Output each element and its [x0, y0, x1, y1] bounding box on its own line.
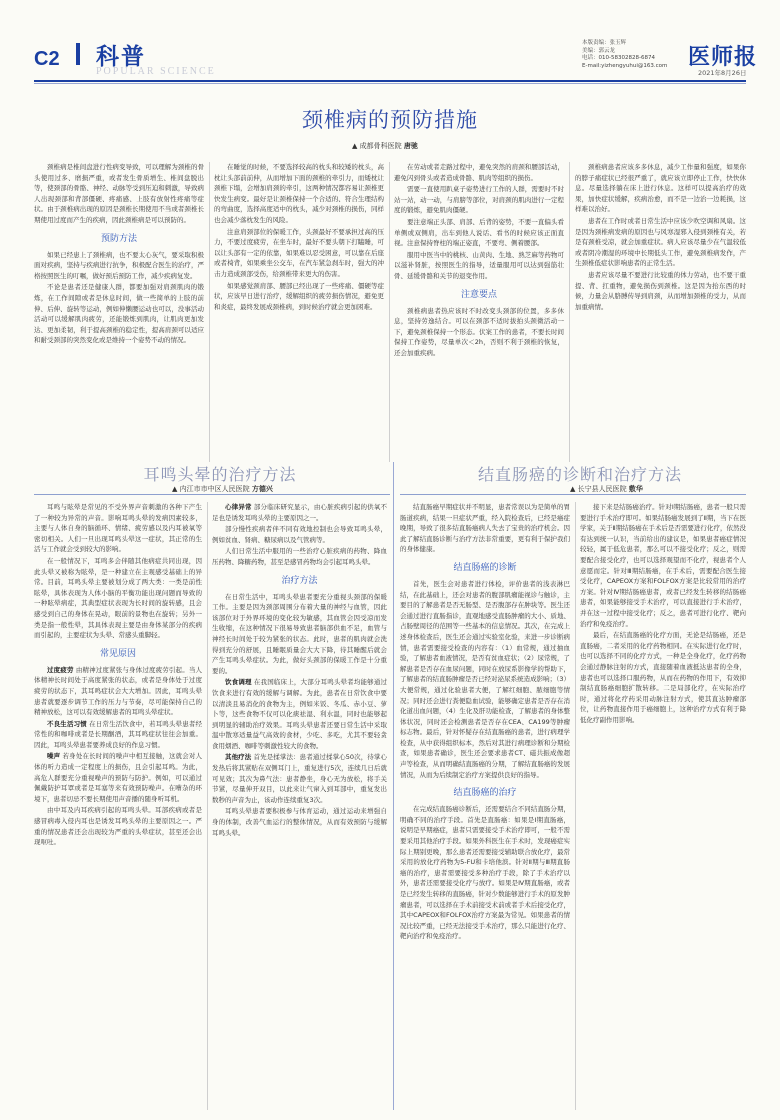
article1-col2	[214, 162, 384, 462]
paragraph-text: 部分临床研究显示，由心脏疾病引起的供氧不足也是诱发耳鸣头晕的主要原因之一。	[212, 503, 387, 522]
column-rule	[575, 502, 576, 1110]
lead-term: 不良生活习惯	[47, 719, 87, 728]
article-divider	[393, 462, 394, 1110]
header-rule	[34, 80, 746, 82]
section-title-en: POPULAR SCIENCE	[96, 66, 216, 77]
article1-col1	[34, 162, 204, 462]
staff-phone: 电话：010-58302828-6874	[582, 55, 655, 62]
staff-email: E-mail:yizhengyuhui@163.com	[582, 62, 668, 69]
column-rule	[389, 162, 390, 462]
page-header	[0, 0, 780, 77]
article3-title: 结直肠癌的诊断和治疗方法	[477, 465, 682, 484]
paragraph: 患者应该尽量不要进行比较重的体力劳动，也不要干重提、背、扛重物，避免损伤到颈椎。这是因为抬东西的时候，力量会从胳膊传导到肩颈，从而增加颈椎的受力，从而加重病情。	[575, 270, 746, 311]
paragraph: 在完成结直肠癌诊断后，还需要结合不同结直肠分期，明确不同的治疗手段。首先是直肠癌：如果是Ⅰ期直肠癌，说明是早期癌症，患者只需要接受手术治疗即可，一般不需要采用其他治疗手段。如果外科医生在手术时，发现癌症实际上期别更晚，那么患者还需要接受辅助联合放化疗，最常采用的放化疗药物为5-FU和卡培他滨。针对Ⅱ期与Ⅲ期直肠癌的治疗，患者需要接受多种治疗手段，除了手术治疗以外，患者还需要接受化疗与放疗。如果是Ⅳ期直肠癌，或者是已经发生转移的直肠癌，针对少数能够进行手术的原发肿瘤患者，可以选择在手术前接受术前或者手术后接受化疗，其中CAPEOX和FOLFOX治疗方案最为常见。如果患者的情况比较严重，已经无法接受手术治疗，那么只能进行化疗、靶向治疗和免疫治疗。	[400, 805, 570, 941]
header-rule-thin	[34, 83, 746, 84]
lead-term: 其他疗法	[225, 753, 252, 762]
lead-term: 饮食调理	[225, 678, 252, 687]
paragraph: 部分慢性疾病者伴不同有效地控制也会导致耳鸣头晕，例如贫血、肾病、糖尿病以及气管病等。	[212, 525, 387, 544]
paragraph-text: 首先是揉掌法：患者通过揉掌心50次，待掌心发热后将其紧贴在双侧耳门上，重复进行5次，连续几日后就可见效；其次为鼻气法：患者静坐，身心无为放松，将手关节紧，尽量伸开双目，以此来让气窜入到耳部中，重复发出数秒的声音为止，该动作连续重复3次。	[212, 753, 387, 804]
staff-editor: 本版责编：张玉辉	[582, 40, 627, 46]
issue-date: 2021年8月26日	[698, 69, 747, 77]
paragraph: 耳鸣与眩晕是常见的不受外界声音刺激的各种下产生了一种较为异常的声音。影响耳鸣头晕的发病因素较多，主要与人体自身的脑循环、情绪、疲劳感以及内耳被氧等密切相关。人们一旦出现耳鸣头晕这一症状，其正常的生活与工作就会受到较大的影响。	[34, 503, 202, 554]
paragraph: 耳鸣头晕患者要积极参与体育运动，通过运动来增强自身的体制，改善气血运行的整体情况，从而有效预防与缓解耳鸣头晕。	[212, 807, 387, 837]
article3-author: 敷华	[628, 485, 643, 493]
article2-rule	[34, 494, 390, 495]
article2-author-org: 内江市市中区人民医院	[179, 485, 250, 493]
paragraph: 最后，在结直肠癌的化疗方面，无论是结肠癌，还是直肠癌，二者采用的化疗药物相同。在实际进行化疗时，也可以选择不同的化疗方式，一种是全身化疗，化疗药物会通过静脉注射的方式，直接随着血液抵达患者的全身，患者也可以选择口服药物，从而在药物的作用下，有效抑制结直肠癌细胞扩散转移。二是局部化疗，在实际治疗时，通过将化疗药采用动脉注射方式，使其直达肿瘤部位，让药物直接作用于癌细胞上，这种治疗方式有利于降低化疗副作用影响。	[580, 631, 746, 724]
paragraph: 颈椎病患者应该多多休息，减少工作量和强度，如果你的脖子痛症状已经很严重了，就应该立即停止工作，快快休息。尽量选择躺在床上进行休息。这样可以提高治疗的效果，加快症状缓解，疾病治愈，而不是一边治一边耗损，这样难以治好。	[575, 163, 746, 214]
article1-author: 唐驰	[403, 142, 418, 150]
subheading-prevent: 预防方法	[100, 233, 137, 244]
paragraph: 在日常生活中，耳鸣头晕患者要充分重视头颈部的保暖工作。主要是因为颈部周围分布着大量的神经与血管，因此该部位对于外界环境的变化较为敏感，其血管会因受凉而发生收缩，在这种情况下很易导致患者脑部供血不足，血管与神经长时间处于较为紧张的状态。此时，患者的肌肉就会洗得到充分的舒展，且睡眠质量会大大下降，待其睡醒后就会产生耳鸣头晕症状。为此，做好头颈部的保暖工作是十分重要的。	[212, 592, 387, 675]
paragraph: 要注意端正头部、肩部、后背的姿势，不要一直偏头看单侧或双侧肩，出车到他人说话、看书的时候应该正面直视。注意保持脊柱的端正姿直，不要弯、侧着腰部。	[394, 217, 564, 248]
article2-title: 耳鸣头晕的治疗方法	[143, 465, 297, 484]
article3-col2	[580, 502, 746, 1110]
article1-byline: ▲ 成都骨科医院 唐驰	[352, 142, 418, 150]
article1-author-org: 成都骨科医院	[359, 142, 402, 150]
article2-col2	[212, 502, 387, 1110]
paragraph-text: 若身处在长时间的噪声中相互接触，这就会对人体的听力造成一定程度上的损伤，且会引起耳鸣。为此，高危人群要充分重视噪声的预防与防护。例如，可以通过佩戴防护耳罩或者是耳塞等来有效预防噪声。在嘈杂的环境下，患者切忌不要长期使用声音播的随身听耳机。	[34, 752, 202, 803]
paragraph	[34, 751, 202, 804]
article1-col4	[575, 162, 746, 462]
paragraph: 结直肠癌早期症状并不明显，患者常误以为是简单的胃肠道疾病，结果一旦症状严重，经入院检查后，已经是癌症晚期，导致了很多结直肠癌病人失去了宝贵的治疗机会。因此了解结直肠诊断与治疗方法非常重要，更有利于保护我们的身体健康。	[400, 503, 570, 554]
staff-designer: 美编：郭云龙	[582, 47, 616, 54]
paragraph: 颈椎病是椎间盘进行性病变导致，可以理解为颈椎的骨头使用过多、磨损严重，或者发生骨质增生、椎间盘脱出等，使颈部的骨骼、神经、动脉等受到压迫和刺激，导致病人出现颈部和背部僵硬、疼痛感、上肢有放射性疼痛等症状。由于颈椎病出现的原因是颈椎长期使用不当或者颈椎长期使用过度而产生的疾病，因此颈椎病是可以预防的。	[34, 163, 204, 224]
paragraph: 如果感觉颈肩部、腰部已经出现了一些疼痛、僵硬等症状，应该早日进行治疗，缓解组织的疲劳损伤情况，避免更和炎症，最终发展成颈椎病，到时候治疗就会更加困难。	[214, 281, 384, 311]
column-rule	[569, 162, 570, 462]
page-number: C2	[34, 48, 60, 70]
article2-byline: ▲ 内江市市中区人民医院 方德兴	[172, 485, 273, 493]
article3-byline: ▲ 长宁县人民医院 敷华	[570, 485, 643, 493]
paragraph: 在一般情况下，耳鸣多会伴随其他病症共同出现，因此头晕又被称为眩晕，是一种建立在主观感受基础上的异常。目前，耳鸣头晕主要被划分成了两大类：一类是前性眩晕，具体表现为人体小脑的平衡功能出现问题而导致的一种眩晕病症，其典型症状表现为长时间的旋转感，且会感受到自己的身体在晃动，眼前的景物也在旋转；另外一类是指一般性晕，其具体表现主要是由身体某部分的疾病而引起的，主要症状为头晕、常感头重脚轻。	[34, 556, 202, 640]
lead-term: 噪声	[47, 752, 61, 761]
header-divider	[76, 43, 80, 65]
paragraph	[34, 665, 202, 718]
paragraph	[34, 719, 202, 751]
article3-author-org: 长宁县人民医院	[577, 485, 627, 493]
paragraph: 在劳动或者走路过程中，避免突然的肩颈和腰部活动，避免闪到骨头或者造成骨骼、肌肉等组织的损伤。	[394, 163, 564, 182]
paragraph: 患者在工作时或者日常生活中应该少吹空调和风扇。这是因为颈椎病发病的原因也与风寒湿邪入侵到颈椎有关，若是有颈椎受凉，就会加重症状。病人应该尽量少在气温较低或者阴冷潮湿的环境中长期低头工作，避免颈椎病发作，产生颈椎低症状影响患者的正常生活。	[575, 216, 746, 268]
paragraph	[212, 677, 387, 751]
article3-rule	[400, 494, 746, 495]
column-rule	[209, 162, 210, 462]
masthead-logo: 医师报	[688, 44, 758, 70]
paragraph-text: 在日常生活饮食中，若耳鸣头晕患者经常性的和咖啡或者是长期酗酒，其耳鸣症状往往会加重。因此，耳鸣头晕患者要养成良好的作息习惯。	[34, 719, 202, 749]
subheading-notes: 注意要点	[460, 289, 497, 300]
subheading-diagnosis: 结直肠癌的诊断	[453, 562, 517, 573]
section-title: 科普	[96, 44, 146, 70]
subheading-treatment: 治疗方法	[281, 575, 318, 586]
subheading-treatment: 结直肠癌的治疗	[453, 788, 517, 799]
lead-term: 过度疲劳	[47, 665, 74, 674]
article3-col1	[400, 502, 570, 1110]
paragraph: 不论是患者还是健康人群，都要加强对肩颈肌肉的锻炼，在工作间隙或者是休息时间，做一些简单的上肢的前伸、后伸、旋转等运动，例如伸懒腰运动也可以，没事活动活动可以缓解肌肉疲劳，还能锻炼到肌肉，让肌肉更加发达、更加柔韧，利于提高颈椎的稳定性，提高肩颈可以适应和耐受颈部的突然变化或是维持一个姿势不动的情况。	[34, 283, 204, 345]
paragraph: 如果已经患上了颈椎病，也不要太心灰气，要采取积极面对疾病，坚持与疾病进行抗争，积极配合医生的治疗，严格按照医生的叮嘱，做好预后预防工作，减少疾病复发。	[34, 250, 204, 280]
lead-term: 心律异常	[225, 503, 252, 511]
paragraph: 由中耳及内耳疾病引起的耳鸣头晕。耳部疾病或者是感冒病毒入侵内耳也是诱发耳鸣头晕的主要原因之一。严重的情况患者还会出现较为严重的头晕症状，甚至还会出现呕吐。	[34, 806, 202, 847]
paragraph: 接下来是结肠癌治疗。针对Ⅰ期结肠癌，患者一般只需要进行手术治疗即可。如果结肠癌发展到了Ⅱ期，当下在医学家，关于Ⅱ期结肠癌在手术后是否需要进行化疗，依然没有达到统一认识，当前给出的建议是，如果患者癌症情况较轻，属于低危患者，那么可以不接受化疗；反之，则需要配合接受化疗，也可以选择观望而不化疗，视患者个人意愿而定。针对Ⅲ期结肠癌，在手术后，需要配合医生接受化疗，CAPEOX方案和FOLFOX方案是比较常用的治疗方案。针对Ⅳ期结肠癌患者，或者已经发生转移的结肠癌患者，如果能够接受手术治疗，可以直接进行手术治疗，并在这一过程中接受化疗；反之，患者可进行化疗、靶向治疗和免疫治疗。	[580, 503, 746, 628]
paragraph: 在睡觉的时候，不要选择较高的枕头和较矮的枕头，高枕让头部前前伸，从而增加下面的颈椎的牵引力，而矮枕让颈椎下塌，会增加肩颈的牵引，这两种情况都容易让颈椎更快发生病变。最好是让颈椎保持一个合适的、符合生理结构的弯曲度，选择高度适中的枕头，减少对颈椎的损伤，同样也会减少落枕发生的风险。	[214, 163, 384, 224]
paragraph	[212, 502, 387, 523]
article2-col1	[34, 502, 202, 1110]
subheading-causes: 常见原因	[99, 648, 136, 659]
article1-col3	[394, 162, 564, 462]
paragraph: 颈椎病患者热应该时不时改变头颈部的位置，多多休息，坚持劳逸结合。可以在颈部不适时拔拍头颈微活动一下，避免颈椎保持一个形态。伏案工作的患者，不要长时间保持工作姿势，尽量单次＜2h，否则不利于颈椎的恢复，还会加重疾病。	[394, 306, 564, 357]
paragraph: 注意肩颈部位的保暖工作，头颈最好不要承担过高的压力，不要过度疲劳，在坐车时，最好不要头朝下打瞌睡，可以让头部有一定的依靠，如果难以忍受困意，可以靠在后座或者椅背，如果乘坐公交车，在汽车紧急刹车时，强大的冲击力造成颈部受伤，给颈椎带来更大的伤害。	[214, 227, 384, 278]
paragraph-text: 由精神过度紧张与身体过度疲劳引起。当人体精神长时间处于高度紧张的状态，或者是身体处于过度疲劳的状态下，其耳鸣症状会大大增加。因此，耳鸣头晕患者就要逐步调节工作的压力与节奏，尽可能保持自己的精神放松，这可以有效缓解患者的耳鸣头晕症状。	[34, 665, 202, 717]
article1-title: 颈椎病的预防措施	[302, 108, 478, 132]
paragraph: 需要一直使用趴桌子姿势进行工作的人群，需要时不时站一站，动一动，与肩膀等部位，对肩颈的肌肉进行一定程度的锻炼，避免肌肉僵硬。	[394, 185, 564, 215]
paragraph: 服用中医当中的桃核、山黄肉、生地、熟芝麻等药物可以滋补肾脏，按照医生的指导，适量服用可以达到强筋壮骨、延缓骨骼和关节的退变作用。	[394, 250, 564, 280]
paragraph-text: 在我国临床上，大部分耳鸣头晕者均能够通过饮食来进行有效的缓解与调解。为此，患者在日常饮食中要以清淡且易消化的食物为主，例如米饭、冬瓜、赤小豆、萝卜等，这些食物不仅可以化痰祛湿、利水温，同时也能够起到明显的辅助治疗效果。耳鸣头晕患者还要日常生活中采取温中散寒适量益气高效的食材，少吃、多吃，尤其不要轻贪食用烟酒、咖啡等刺激性较大的食物。	[212, 678, 387, 750]
column-rule	[207, 502, 208, 1110]
article2-author: 方德兴	[251, 485, 273, 493]
staff-info	[582, 40, 692, 70]
paragraph: 首先，医生会对患者进行体检，评价患者的浅表淋巴结，在此基础上，还会对患者的腹部肌瘤能视诊与触诊，主要目的了解患者是否无肠型、是否腹部存在肿块等。医生还会通过进行直肠指诊，直观地感受直肠肿瘤的大小、质地、占肠壁周径的范围等一些基本的信息情况。其次，在完成上述身体检查后，医生还会通过实验室化验，来进一步诊断病情，患者需要接受检查的内容有：（1）血常规，通过抽血验，了解患者血液情况，是否有贫血症状；（2）尿常规，了解患者是否存在血尿问题，同时在放尿系影像学的帮助下，了解患者的结直肠肿瘤是否已经对泌尿系统造成影响；（3）大便常规，通过化验患者大便，了解红细胞、脓细胞等情况；同时还会进行粪便隐血试验，能够确定患者是否存在消化道出血问题，（4）生化及肝功能检查，了解患者的身体整体状况，同时还会检测患者是否存在CEA、CA199等肿瘤标志物。最后，针对怀疑存在结直肠癌的患者，进行病理学检查，从中获得组织标本，然后对其进行病理诊断和分期检查，如果患者确诊，医生还会要求患者CT、磁共振成像超声等检查，从而明确结直肠癌的分期，了解结直肠癌的发展情况，从而为后续制定治疗方案提供良好的指导。	[400, 579, 570, 779]
paragraph	[212, 752, 387, 805]
paragraph: 人们日常生活中服用的一些治疗心脏疾病的药物、降血压药物、降糖药物，甚至是感冒药物均会引起耳鸣头晕。	[212, 547, 387, 566]
